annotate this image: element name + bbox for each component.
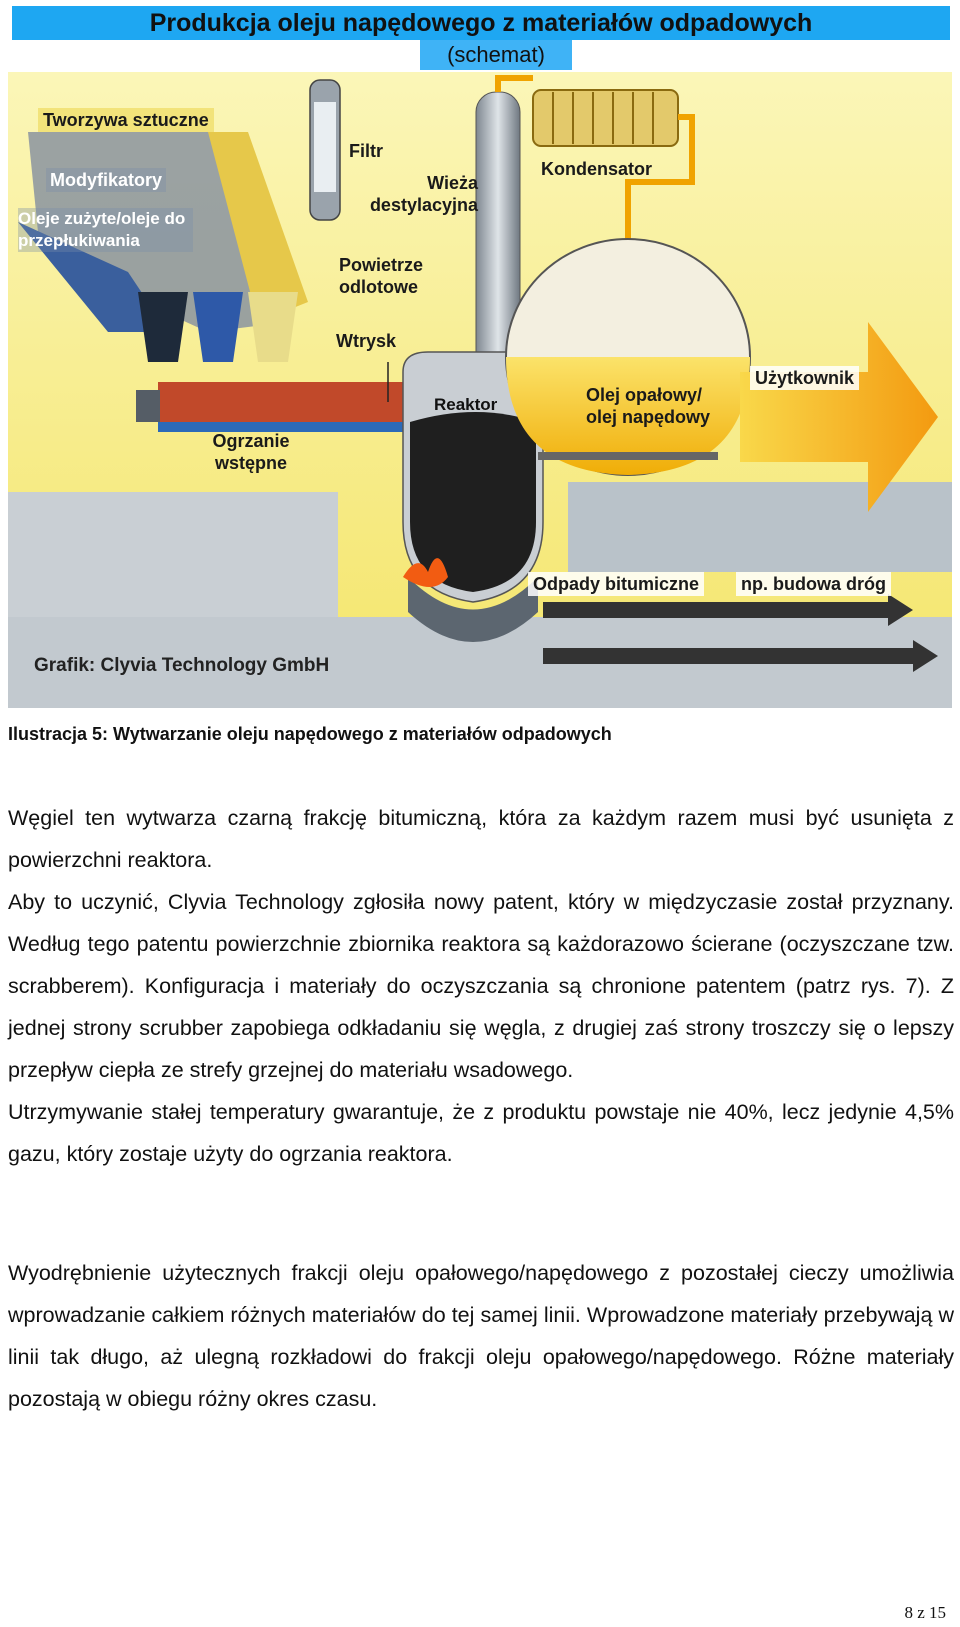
body-section-2 bbox=[8, 1252, 954, 1420]
ground-right bbox=[568, 482, 952, 572]
label-injection: Wtrysk bbox=[336, 331, 397, 351]
paragraph-2: Aby to uczynić, Clyvia Technology zgłosiła nowy patent, który w międzyczasie został przyznany. Według tego patentu powierzchnie zbiornika reaktora są każdorazowo ścierane (oczyszczane tzw. scrabberem). Konfiguracja i materiały do oczyszczania są chronione patentem (patrz rys. 7). Z jednej strony scrubber zapobiega odkładaniu się węgla, z drugiej zaś strony troszczy się o lepszy przepływ ciepła ze strefy grzejnej do materiału wsadowego. bbox=[8, 890, 954, 1082]
label-reactor: Reaktor bbox=[434, 395, 498, 414]
paragraph-3: Utrzymywanie stałej temperatury gwarantuje, że z produktu powstaje nie 40%, lecz jedynie 4,5% gazu, który zostaje użyty do ogrzania reaktora. bbox=[8, 1100, 954, 1166]
label-plastics: Tworzywa sztuczne bbox=[38, 108, 214, 132]
preheating-screw bbox=[158, 382, 418, 422]
reactor-charge bbox=[410, 412, 536, 592]
label-heating-oil: Olej opałowy/ olej napędowy bbox=[586, 385, 711, 427]
label-exhaust-air: Powietrze odlotowe bbox=[339, 255, 424, 297]
label-filter: Filtr bbox=[349, 141, 383, 161]
figure-credit: Grafik: Clyvia Technology GmbH bbox=[34, 655, 330, 676]
label-condenser: Kondensator bbox=[541, 159, 653, 179]
motor bbox=[136, 390, 160, 422]
figure-caption: Ilustracja 5: Wytwarzanie oleju napędowego z materiałów odpadowych bbox=[8, 724, 612, 744]
label-user: Użytkownik bbox=[750, 366, 859, 390]
page-subtitle: (schemat) bbox=[420, 40, 572, 70]
tank-stand bbox=[538, 452, 718, 460]
label-modifiers: Modyfikatory bbox=[46, 168, 166, 192]
page-number: 8 z 15 bbox=[904, 1603, 946, 1622]
label-distillation-tower: Wieża destylacyjna bbox=[369, 173, 478, 215]
condenser-body bbox=[533, 90, 678, 146]
filter-inner bbox=[314, 102, 336, 192]
paragraph-4: Wyodrębnienie użytecznych frakcji oleju opałowego/napędowego z pozostałej cieczy umożliwia wprowadzanie całkiem różnych materiałów do tej samej linii. Wprowadzone materiały przebywają w linii tak długo, aż ulegną rozkładowi do frakcji oleju opałowego/napędowego. Różne materiały pozostają w obiegu różny okres czasu. bbox=[8, 1261, 954, 1411]
paragraph-1: Węgiel ten wytwarza czarną frakcję bitumiczną, która za każdym razem musi być usunięta z powierzchni reaktora. bbox=[8, 806, 954, 872]
body-section-1 bbox=[8, 797, 954, 1175]
label-used-oils: Oleje zużyte/oleje do przepłukiwania bbox=[18, 208, 193, 252]
label-preheating: Ogrzanie wstępne bbox=[212, 431, 290, 473]
page-title: Produkcja oleju napędowego z materiałów odpadowych bbox=[12, 6, 950, 40]
process-diagram bbox=[8, 72, 952, 708]
label-bitumen-waste: Odpady bitumiczne bbox=[528, 572, 704, 596]
title-block bbox=[12, 6, 950, 67]
label-road-building: np. budowa dróg bbox=[736, 572, 891, 596]
